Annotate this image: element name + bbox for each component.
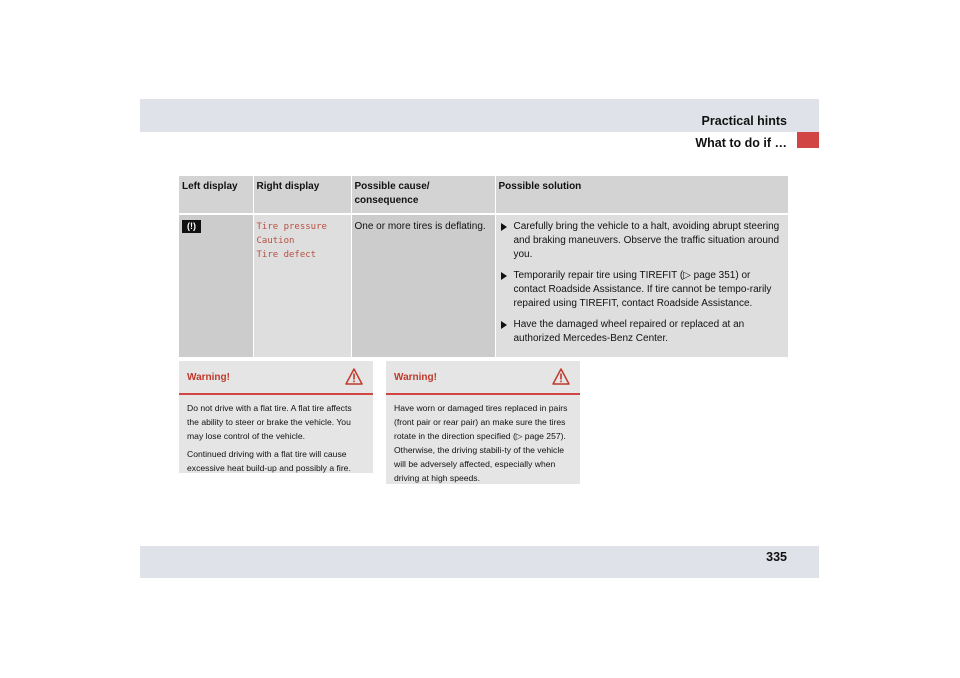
- solution-item: [499, 318, 786, 346]
- solution-item: [499, 220, 786, 262]
- solution-cell: [495, 214, 788, 357]
- bullet-arrow-icon: [501, 223, 507, 231]
- warning-triangle-icon: [552, 368, 570, 385]
- left-display-cell: [179, 214, 253, 357]
- warning-body: [386, 395, 580, 495]
- solution-text: Have the damaged wheel repaired or replaced at an authorized Mercedes-Benz Center.: [513, 319, 745, 344]
- warning-header: [386, 361, 580, 395]
- warning-triangle-icon: [345, 368, 363, 385]
- warning-title: Warning!: [187, 372, 230, 383]
- warning-header: [179, 361, 373, 395]
- solution-text: Temporarily repair tire using TIREFIT (▷ page 351) or contact Roadside Assistance. If tire cannot be tempo-rarily repaired using TIREFIT, contact Roadside Assistance.: [513, 270, 772, 309]
- warning-paragraph: Do not drive with a flat tire. A flat tire affects the ability to steer or brake the vehicle. You may lose control of the vehicle.: [187, 403, 352, 441]
- cause-cell: [351, 214, 495, 357]
- footer-band: [140, 546, 819, 578]
- display-message-line: Caution: [256, 236, 295, 246]
- cause-text: One or more tires is deflating.: [354, 221, 486, 232]
- col-header-solution: Possible solution: [495, 176, 788, 214]
- fault-table: [179, 176, 788, 357]
- bullet-arrow-icon: [501, 321, 507, 329]
- solution-text: Carefully bring the vehicle to a halt, avoiding abrupt steering and braking maneuvers. Observe the traffic situation around you.: [513, 221, 780, 260]
- warning-box-worn-tires: [386, 361, 580, 484]
- warning-box-flat-tire: [179, 361, 373, 473]
- table-header-row: [179, 176, 788, 214]
- table-row: [179, 214, 788, 357]
- right-display-cell: [253, 214, 351, 357]
- display-message-line: Tire defect: [256, 250, 317, 260]
- solution-item: [499, 269, 786, 311]
- col-header-left-display: Left display: [179, 176, 253, 214]
- section-subtitle: What to do if …: [695, 136, 787, 150]
- bullet-arrow-icon: [501, 272, 507, 280]
- warning-paragraph: Have worn or damaged tires replaced in pairs (front pair or rear pair) an make sure the tires rotate in the direction specified (▷ page 257). Otherwise, the driving stabili-ty of the vehicle will be adversely affected, especially when driving at high speeds.: [394, 403, 568, 483]
- warning-title: Warning!: [394, 372, 437, 383]
- chapter-tab-marker: [797, 132, 819, 148]
- col-header-right-display: Right display: [253, 176, 351, 214]
- tire-pressure-warning-icon: (!): [182, 220, 201, 233]
- warning-body: [179, 395, 373, 485]
- display-message-line: Tire pressure: [256, 222, 327, 232]
- col-header-cause: Possible cause/ consequence: [351, 176, 495, 214]
- page-number: 335: [766, 550, 787, 564]
- section-title: Practical hints: [701, 114, 787, 128]
- warning-paragraph: Continued driving with a flat tire will cause excessive heat build-up and possibly a fire.: [187, 449, 351, 473]
